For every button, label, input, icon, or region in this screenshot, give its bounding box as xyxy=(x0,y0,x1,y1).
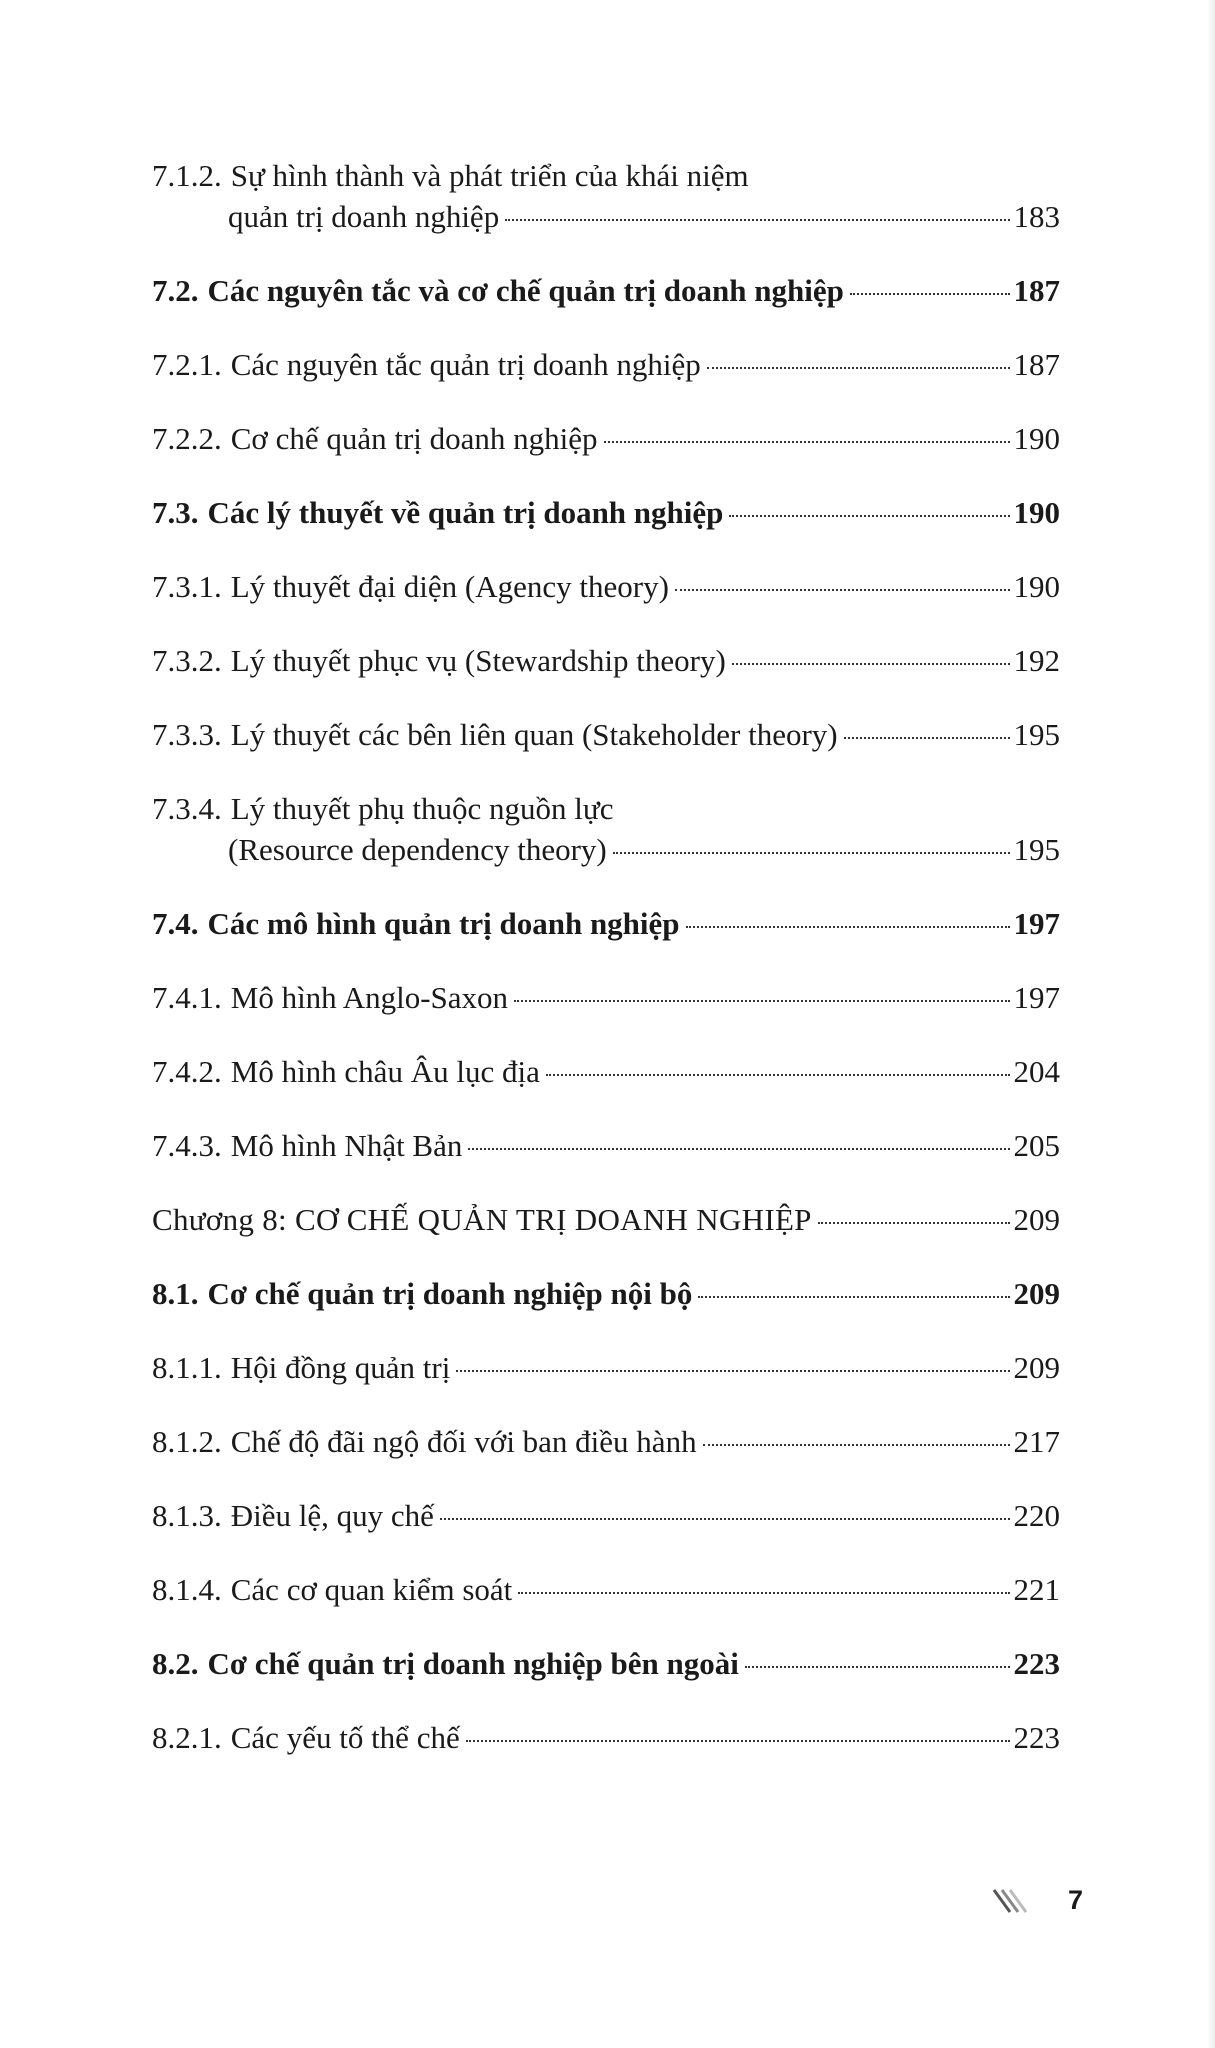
toc-page-number: 187 xyxy=(1013,273,1060,308)
toc-entry-number: 7.3.2. xyxy=(152,643,222,678)
toc-page-number: 205 xyxy=(1013,1128,1060,1163)
dot-leader xyxy=(613,852,1010,854)
toc-subsection-entry[interactable] xyxy=(152,977,1060,1018)
toc-subsection-entry[interactable] xyxy=(152,1051,1060,1092)
toc-entry-number: 7.2.1. xyxy=(152,347,222,382)
decorative-stripes-icon xyxy=(990,1886,1030,1916)
toc-page-number: 190 xyxy=(1013,569,1060,604)
toc-subsection-entry[interactable] xyxy=(152,714,1060,755)
toc-entry-title: Các lý thuyết về quản trị doanh nghiệp xyxy=(207,495,724,530)
toc-page-number: 223 xyxy=(1013,1646,1060,1681)
toc-section-entry[interactable] xyxy=(152,903,1060,944)
toc-entry-title: Cơ chế quản trị doanh nghiệp xyxy=(230,421,598,456)
toc-entry-number: 7.2. xyxy=(152,273,199,308)
toc-entry-number: 7.3.3. xyxy=(152,717,222,752)
toc-page-number: 197 xyxy=(1013,906,1060,941)
toc-page-number: 187 xyxy=(1013,347,1060,382)
dot-leader xyxy=(729,515,1009,517)
toc-subsection-entry[interactable] xyxy=(152,1717,1060,1758)
toc-subsection-entry[interactable] xyxy=(152,1125,1060,1166)
toc-subsection-entry[interactable] xyxy=(152,566,1060,607)
dot-leader xyxy=(468,1148,1009,1150)
dot-leader xyxy=(604,441,1010,443)
dot-leader xyxy=(818,1222,1010,1224)
dot-leader xyxy=(703,1444,1010,1446)
toc-section-entry[interactable] xyxy=(152,1273,1060,1314)
toc-subsection-entry[interactable] xyxy=(152,418,1060,459)
toc-entry-title: Hội đồng quản trị xyxy=(230,1350,451,1385)
toc-page-number: 192 xyxy=(1013,643,1060,678)
toc-entry-title: quản trị doanh nghiệp xyxy=(228,199,500,234)
toc-entry-number: 7.3.1. xyxy=(152,569,222,604)
toc-page-number: 195 xyxy=(1013,832,1060,867)
toc-entry-number: 7.4. xyxy=(152,906,199,941)
toc-entry-number: 8.2.1. xyxy=(152,1720,222,1755)
toc-entry-number: 7.4.2. xyxy=(152,1054,222,1089)
dot-leader xyxy=(850,293,1010,295)
toc-page-number: 197 xyxy=(1013,980,1060,1015)
dot-leader xyxy=(698,1296,1009,1298)
page-footer xyxy=(990,1885,1083,1916)
toc-section-entry[interactable] xyxy=(152,492,1060,533)
toc-entry-number: 8.2. xyxy=(152,1646,199,1681)
toc-page-number: 195 xyxy=(1013,717,1060,752)
toc-subsection-entry[interactable] xyxy=(152,1347,1060,1388)
dot-leader xyxy=(440,1518,1010,1520)
toc-page-number: 217 xyxy=(1013,1424,1060,1459)
toc-page-number: 220 xyxy=(1013,1498,1060,1533)
toc-entry-number: 8.1.1. xyxy=(152,1350,222,1385)
toc-subsection-entry[interactable] xyxy=(152,1421,1060,1462)
dot-leader xyxy=(844,737,1010,739)
dot-leader xyxy=(707,367,1010,369)
toc-subsection-entry[interactable] xyxy=(152,155,1060,237)
toc-entry-title: Mô hình châu Âu lục địa xyxy=(230,1054,540,1089)
toc-entry-title: (Resource dependency theory) xyxy=(228,832,607,867)
toc-section-entry[interactable] xyxy=(152,1643,1060,1684)
toc-page-number: 223 xyxy=(1013,1720,1060,1755)
table-of-contents xyxy=(152,155,1060,1791)
toc-entry-title: Mô hình Nhật Bản xyxy=(230,1128,463,1163)
toc-subsection-entry[interactable] xyxy=(152,640,1060,681)
toc-page-number: 190 xyxy=(1013,421,1060,456)
page-edge-shadow xyxy=(1207,0,1215,2048)
toc-entry-title: Lý thuyết phục vụ (Stewardship theory) xyxy=(230,643,726,678)
toc-page-number: 209 xyxy=(1013,1202,1060,1237)
toc-page-number: 209 xyxy=(1013,1350,1060,1385)
toc-page-number: 190 xyxy=(1013,495,1060,530)
dot-leader xyxy=(456,1370,1009,1372)
page-number: 7 xyxy=(1067,1885,1083,1915)
dot-leader xyxy=(514,1000,1009,1002)
toc-entry-title: Lý thuyết phụ thuộc nguồn lực xyxy=(230,791,614,826)
toc-entry-title: Các nguyên tắc và cơ chế quản trị doanh nghiệp xyxy=(207,273,844,308)
toc-entry-title: Chế độ đãi ngộ đối với ban điều hành xyxy=(230,1424,697,1459)
toc-entry-title: Sự hình thành và phát triển của khái niệm xyxy=(230,158,749,193)
toc-page-number: 209 xyxy=(1013,1276,1060,1311)
toc-entry-title: Các cơ quan kiểm soát xyxy=(230,1572,513,1607)
toc-entry-title: Cơ chế quản trị doanh nghiệp bên ngoài xyxy=(207,1646,739,1681)
toc-entry-number: 8.1. xyxy=(152,1276,199,1311)
toc-section-entry[interactable] xyxy=(152,270,1060,311)
dot-leader xyxy=(745,1666,1010,1668)
dot-leader xyxy=(675,589,1010,591)
dot-leader xyxy=(686,926,1010,928)
toc-entry-number: 7.3. xyxy=(152,495,199,530)
toc-entry-title: Lý thuyết các bên liên quan (Stakeholder theory) xyxy=(230,717,838,752)
toc-entry-number: 7.3.4. xyxy=(152,791,222,826)
toc-page-number: 221 xyxy=(1013,1572,1060,1607)
toc-entry-number: 7.1.2. xyxy=(152,158,222,193)
toc-entry-number: 8.1.2. xyxy=(152,1424,222,1459)
toc-entry-title: Các nguyên tắc quản trị doanh nghiệp xyxy=(230,347,701,382)
toc-chapter-entry[interactable] xyxy=(152,1199,1060,1240)
toc-entry-title: Các mô hình quản trị doanh nghiệp xyxy=(207,906,680,941)
toc-subsection-entry[interactable] xyxy=(152,1495,1060,1536)
toc-entry-number: 7.4.1. xyxy=(152,980,222,1015)
toc-entry-number: 7.2.2. xyxy=(152,421,222,456)
toc-entry-title: Các yếu tố thể chế xyxy=(230,1720,460,1755)
toc-subsection-entry[interactable] xyxy=(152,1569,1060,1610)
dot-leader xyxy=(466,1740,1010,1742)
dot-leader xyxy=(505,219,1009,221)
toc-entry-title: Chương 8: CƠ CHẾ QUẢN TRỊ DOANH NGHIỆP xyxy=(152,1202,812,1237)
toc-page-number: 183 xyxy=(1013,199,1060,234)
dot-leader xyxy=(518,1592,1009,1594)
toc-entry-title: Lý thuyết đại diện (Agency theory) xyxy=(230,569,669,604)
toc-subsection-entry[interactable] xyxy=(152,344,1060,385)
toc-subsection-entry[interactable] xyxy=(152,788,1060,870)
toc-entry-number: 8.1.4. xyxy=(152,1572,222,1607)
toc-entry-number: 7.4.3. xyxy=(152,1128,222,1163)
toc-entry-title: Điều lệ, quy chế xyxy=(230,1498,434,1533)
dot-leader xyxy=(732,663,1010,665)
toc-entry-title: Cơ chế quản trị doanh nghiệp nội bộ xyxy=(207,1276,693,1311)
toc-entry-number: 8.1.3. xyxy=(152,1498,222,1533)
toc-page-number: 204 xyxy=(1013,1054,1060,1089)
toc-entry-title: Mô hình Anglo-Saxon xyxy=(230,980,509,1015)
dot-leader xyxy=(546,1074,1010,1076)
